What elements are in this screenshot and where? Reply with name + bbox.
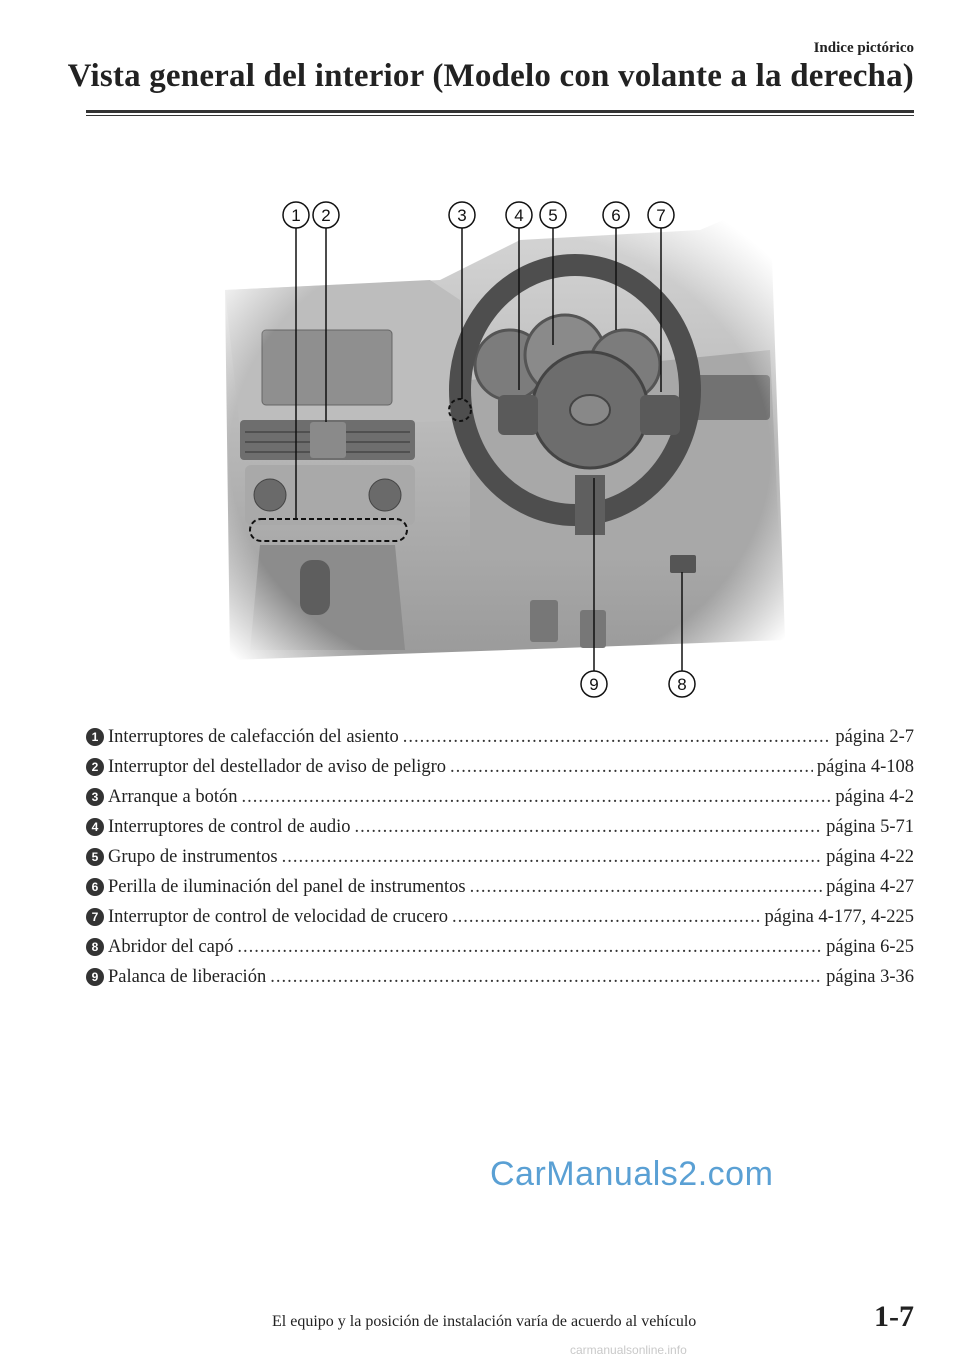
carmanuals-watermark: CarManuals2.com: [490, 1155, 774, 1193]
legend-page-ref: página 6-25: [826, 936, 914, 957]
legend-label: Interruptores de control de audio: [108, 816, 351, 837]
legend-item-1: [86, 722, 914, 752]
legend-item-5: [86, 842, 914, 872]
legend-page-ref: página 4-2: [835, 786, 914, 807]
legend-page-ref: página 5-71: [826, 816, 914, 837]
legend-item-9: [86, 962, 914, 992]
legend-item-3: [86, 782, 914, 812]
legend-number: 9: [86, 968, 104, 986]
callout-6-label: 6: [611, 206, 621, 225]
callout-3: [449, 202, 475, 228]
callout-2: [313, 202, 339, 228]
callout-7: [648, 202, 674, 228]
callout-9: [581, 671, 607, 697]
legend-page-ref: página 4-177, 4-225: [764, 906, 914, 927]
leader-dots: [452, 907, 760, 928]
legend-label: Interruptores de calefacción del asiento: [108, 726, 399, 747]
callout-2-label: 2: [321, 206, 331, 225]
legend-label: Grupo de instrumentos: [108, 846, 278, 867]
legend-label: Perilla de iluminación del panel de instrumentos: [108, 876, 466, 897]
callout-1-label: 1: [291, 206, 301, 225]
legend-label: Palanca de liberación: [108, 966, 267, 987]
callout-3-label: 3: [457, 206, 467, 225]
legend-label: Arranque a botón: [108, 786, 238, 807]
legend-page-ref: página 2-7: [835, 726, 914, 747]
leader-dots: [403, 727, 832, 748]
legend-page-ref: página 4-108: [816, 756, 914, 777]
legend-number: 7: [86, 908, 104, 926]
callout-7-label: 7: [656, 206, 666, 225]
legend-label: Interruptor de control de velocidad de crucero: [108, 906, 449, 927]
legend-item-4: [86, 812, 914, 842]
site-watermark: carmanualsonline.info: [570, 1343, 687, 1357]
footer-note: El equipo y la posición de instalación varía de acuerdo al vehículo: [272, 1313, 697, 1330]
leader-dots: [450, 757, 813, 778]
callout-8-label: 8: [677, 675, 687, 694]
legend-number: 4: [86, 818, 104, 836]
callout-9-label: 9: [589, 675, 599, 694]
legend-list: [86, 722, 914, 992]
page-title: Vista general del interior (Modelo con volante a la derecha): [67, 58, 914, 94]
section-label: Indice pictórico: [813, 40, 914, 56]
legend-label: Interruptor del destellador de aviso de peligro: [108, 756, 447, 777]
legend-number: 3: [86, 788, 104, 806]
callout-1: [283, 202, 309, 228]
leader-dots: [470, 877, 823, 898]
legend-number: 6: [86, 878, 104, 896]
legend-number: 5: [86, 848, 104, 866]
legend-number: 8: [86, 938, 104, 956]
legend-page-ref: página 4-27: [826, 876, 914, 897]
legend-item-7: [86, 902, 914, 932]
legend-number: 1: [86, 728, 104, 746]
leader-dots: [354, 817, 822, 838]
leader-dots: [237, 937, 822, 958]
legend-item-6: [86, 872, 914, 902]
leader-dots: [270, 967, 822, 988]
callout-4-label: 4: [514, 206, 524, 225]
leader-dots: [282, 847, 823, 868]
legend-number: 2: [86, 758, 104, 776]
legend-label: Abridor del capó: [108, 936, 234, 957]
legend-item-8: [86, 932, 914, 962]
callout-5-label: 5: [548, 206, 558, 225]
page-number: 1-7: [874, 1300, 914, 1333]
callout-6: [603, 202, 629, 228]
legend-page-ref: página 3-36: [826, 966, 914, 987]
callout-5: [540, 202, 566, 228]
legend-page-ref: página 4-22: [826, 846, 914, 867]
legend-item-2: [86, 752, 914, 782]
leader-dots: [241, 787, 831, 808]
callout-8: [669, 671, 695, 697]
callout-4: [506, 202, 532, 228]
